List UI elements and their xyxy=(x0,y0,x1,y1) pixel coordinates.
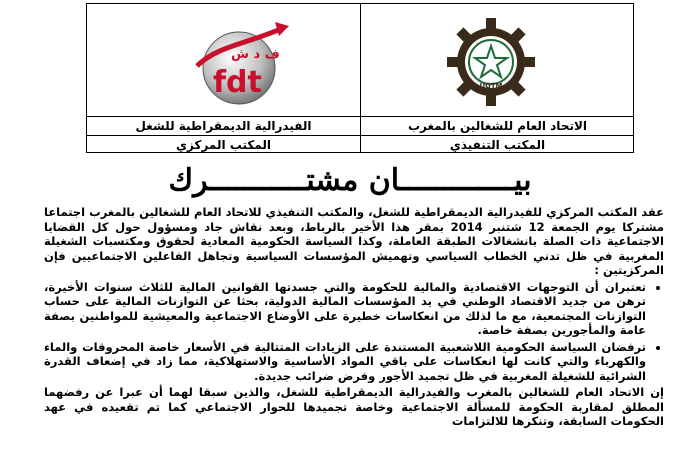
document-body xyxy=(44,205,664,431)
ugtm-org-name: الاتحاد العام للشغالين بالمغرب xyxy=(407,119,588,133)
bullet-list xyxy=(44,280,664,384)
ugtm-office-name: المكتب التنفيذي xyxy=(449,138,546,152)
intro-paragraph: عقد المكتب المركزي للفيدرالية الديمقراطية للشغل، والمكتب التنفيذي للاتحاد العام للشغالين بالمغرب اجتماعا مشتركا يوم الجمعة 12 شتنبر 2014 بمقر هذا الأخير بالرباط، وبعد نقاش جاد ومسؤول حول كل القضايا الاجتماعية ذات الصلة بانشغالات الطبقة العاملة، وكذا السياسة الحكومية المعادية لحقوق ومكتسبات الشغيلة المغربية في ظل تدني الخطاب السياسي وتهميش المؤسسات السياسية وتجاهل الفاعلين الاجتماعيين فإن المركزيتين : xyxy=(44,205,664,277)
fdt-org-name: الفيدرالية الديمقراطية للشغل xyxy=(135,119,312,133)
document-title: بيـــــــــــــان مشتـــــــــــرك xyxy=(168,163,532,198)
fdt-office-name: المكتب المركزي xyxy=(176,138,271,152)
ugtm-gear-logo-icon xyxy=(445,16,537,108)
letterhead-table xyxy=(86,3,634,153)
svg-text:fdt: fdt xyxy=(213,65,262,100)
svg-text:ف د ش: ف د ش xyxy=(231,47,280,62)
list-item: • تعتبران أن التوجهات الاقتصادية والمالية للحكومة والتي جسدتها القوانين المالية للثلاث سنوات الأخيرة، ترهن من جديد الاقتصاد الوطني في يد المؤسسات المالية الدولية، بحثا عن التوازنات المالية على حساب التوازنات المجتمعية، مع ما لذلك من انعكاسات خطيرة على الأوضاع الاجتماعية والمعيشية للمواطنين بصفة عامة والمأجورين بصفة خاصة. xyxy=(44,280,646,338)
list-item: • ترفضان السياسة الحكومية اللاشعبية المستندة على الزيادات المتتالية في الأسعار خاصة المحروقات والماء والكهرباء والتي كانت لها انعكاسات على باقي المواد الأساسية والاستهلاكية، مما زاد في إضعاف القدرة الشرائية للشغيلة المغربية في ظل تجميد الأجور وفرض ضرائب جديدة. xyxy=(44,340,646,384)
svg-text:UGTM: UGTM xyxy=(479,82,503,90)
closing-paragraph: إن الاتحاد العام للشغالين بالمغرب والفيدرالية الديمقراطية للشغل، والذين سبقا لهما أن عبرا عن رفضهما المطلق لمقاربة الحكومة للمسألة الاجتماعية وخاصة تجميدها للحوار الاجتماعي كما تم تقعيده في عهد الحكومات السابقة، وتنكرها للالتزامات xyxy=(44,385,664,428)
fdt-logo-icon xyxy=(187,16,297,108)
